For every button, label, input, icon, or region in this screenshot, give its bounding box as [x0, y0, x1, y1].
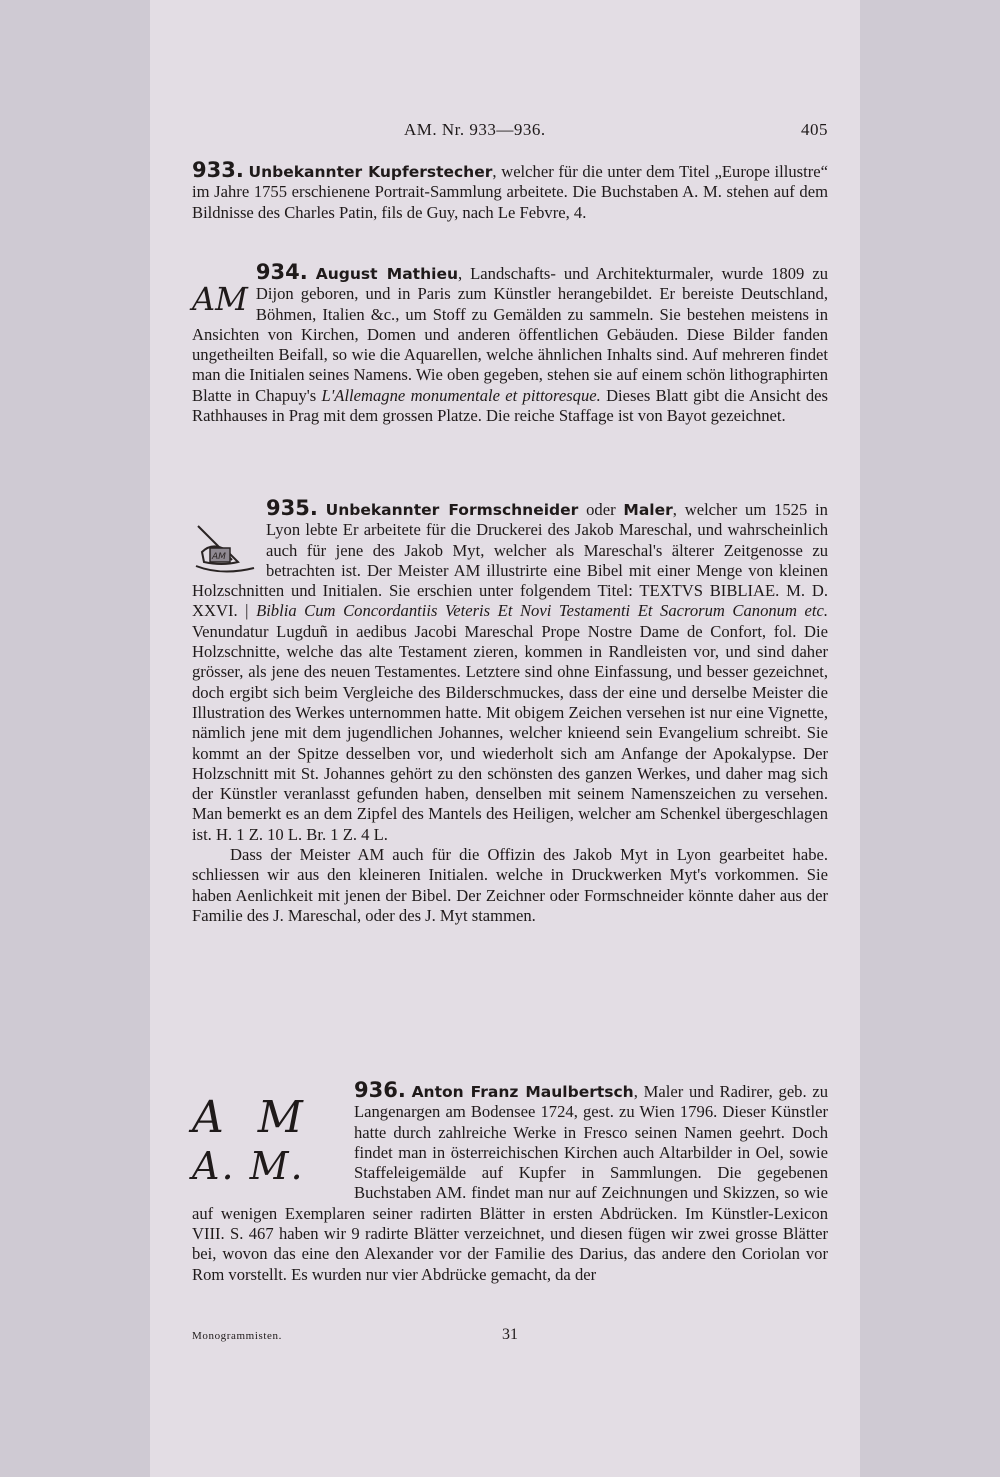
entry-connector: oder: [578, 500, 624, 519]
entry-number: 934.: [255, 260, 308, 284]
entry-title-italic: Biblia Cum Concordantiis Veteris Et Novi Testamenti Et Sacrorum Canonum etc.: [256, 601, 828, 621]
entry-name: Unbekannter Formschneider: [325, 501, 579, 519]
monogram-935: [192, 522, 258, 576]
entry-name: Unbekannter Kupferstecher: [248, 163, 493, 181]
entry-paragraph-2: Dass der Meister AM auch für die Offizin des Jakob Myt in Lyon gearbeitet habe. schliessen wir aus den kleineren Initialen. welche in Druckwerken Myt's vorkommen. Sie haben Aenlichkeit mit jenen der Bibel. Der Zeichner oder Formschneider könnte daher aus der Familie des J. Mareschal, oder des J. Myt stammen.: [192, 845, 828, 925]
entry-text: , Maler und Radirer, geb. zu Langenargen am Bodensee 1724, gest. zu Wien 1796. Dieser Künstler hatte durch zahlreiche Werke in Fresco seinen Namen geehrt. Doch findet man in österreichischen Kirchen auch Altarbilder in Oel, sowie Staffeleigemälde auf Kupfer in Sammlungen. Die gegebenen Buchstaben AM. findet man nur auf Zeichnungen und Skizzen, so wie auf wenigen Exemplaren seiner radirten Blätter in ersten Abdrücken. Im Künstler-Lexicon VIII. S. 467 haben wir 9 radirte Blätter verzeichnet, und diesen fügen wir zwei grosse Blätter bei, wovon das eine den Alexander vor der Familie des Darius, das andere den Coriolan vor Rom vorstellt. Es wurden nur vier Abdrücke gemacht, da der: [192, 1082, 829, 1284]
entry-title-italic: L'Allemagne monumentale et pittoresque.: [321, 385, 601, 405]
entry-text: , welcher für die unter dem Titel „Europe illustre“ im Jahre 1755 erschienene Portrait-Sammlung arbeitete. Die Buchstaben A. M. stehen auf dem Bildnisse des Charles Patin, fils de Guy, nach Le Febvre, 4.: [192, 162, 828, 222]
entry-number: 933.: [192, 158, 244, 182]
page-number: 405: [801, 120, 828, 139]
entry-text: , Landschafts- und Architekturmaler, wurde 1809 zu Dijon geboren, und in Paris zum Künstler herangebildet. Er bereiste Deutschland, Böhmen, Italien &c., um Stoff zu Gemälden zu sammeln. Sie bestehen meistens in Ansichten von Kirchen, Domen und anderen öffentlichen Gebäuden. Diese Bilder fanden ungetheilten Beifall, so wie die Aquarellen, welche ähnlichen Inhalts sind. Auf mehreren findet man die Initialen seines Namens. Wie oben gegeben, stehen sie auf einem schön lithographirten Blatte in Chapuy's: [192, 264, 829, 405]
sheet-number: 31: [502, 1326, 518, 1343]
running-header: [192, 120, 828, 144]
entry-name: Anton Franz Maulbertsch: [411, 1083, 634, 1101]
monogram-934: AM: [192, 280, 248, 318]
entry-934: [192, 262, 828, 426]
entry-number: 936.: [354, 1078, 406, 1102]
entry-933: [192, 160, 828, 223]
entry-text: , welcher um 1525 in Lyon lebte Er arbeitete für die Druckerei des Jakob Mareschal, und wahrscheinlich auch für jene des Jakob Myt, welcher als Mareschal's älterer Zeitgenosse zu betrachten ist. Der Meister AM illustrirte eine Bibel mit einer Menge von kleinen Holzschnitten und Initialen. Sie erschien unter folgendem Titel: TEXTVS BIBLIAE. M. D. XXVI. |: [192, 500, 828, 621]
mark-text: AM: [212, 552, 226, 562]
mark-icon: [192, 522, 258, 576]
signature-mark: Monogrammisten.: [192, 1330, 282, 1342]
entry-text-cont: Dieses Blatt gibt die Ansicht des Rathhauses in Prag mit dem grossen Platze. Die reiche Staffage ist von Bayot gezeichnet.: [192, 385, 828, 426]
monogram-936: [192, 1094, 342, 1190]
entry-936: [192, 1080, 828, 1285]
entry-text-cont: Venundatur Lugduñ in aedibus Jacobi Mareschal Prope Nostre Dame de Confort, fol. Die Holzschnitte, welche das alte Testament zieren, kommen in Randleisten vor, und sind daher grösser, als jene des neuen Testamentes. Letztere sind ohne Einfassung, und besser gezeichnet, doch ergibt sich beim Vergleiche des Bilderschmuckes, dass der eine und derselbe Meister die Illustration des Werkes unternommen hatte. Mit obigem Zeichen versehen ist nur eine Vignette, nämlich jene mit dem jugendlichen Johannes, welcher knieend sein Evangelium schreibt. Sie kommt an der Spitze desselben vor, und wiederholt sich am Anfange der Apokalypse. Der Holzschnitt mit St. Johannes gehört zu den schönsten des ganzen Werkes, und daher mag sich der Künstler veranlasst gefunden haben, denselben mit seinem Namenszeichen zu versehen. Man bemerkt es an dem Zipfel des Mantels des Heiligen, welcher am Schenkel übergeschlagen ist. H. 1 Z. 10 L. Br. 1 Z. 4 L.: [192, 621, 828, 844]
monogram-936-lower: A. M.: [192, 1144, 305, 1188]
entry-name-2: Maler: [623, 501, 673, 519]
entry-935: [192, 498, 828, 926]
running-title: AM. Nr. 933—936.: [404, 120, 546, 139]
footer: [192, 1326, 828, 1348]
entry-number: 935.: [266, 496, 318, 520]
entry-name: August Mathieu: [315, 265, 458, 283]
monogram-936-upper: A M: [192, 1092, 313, 1143]
